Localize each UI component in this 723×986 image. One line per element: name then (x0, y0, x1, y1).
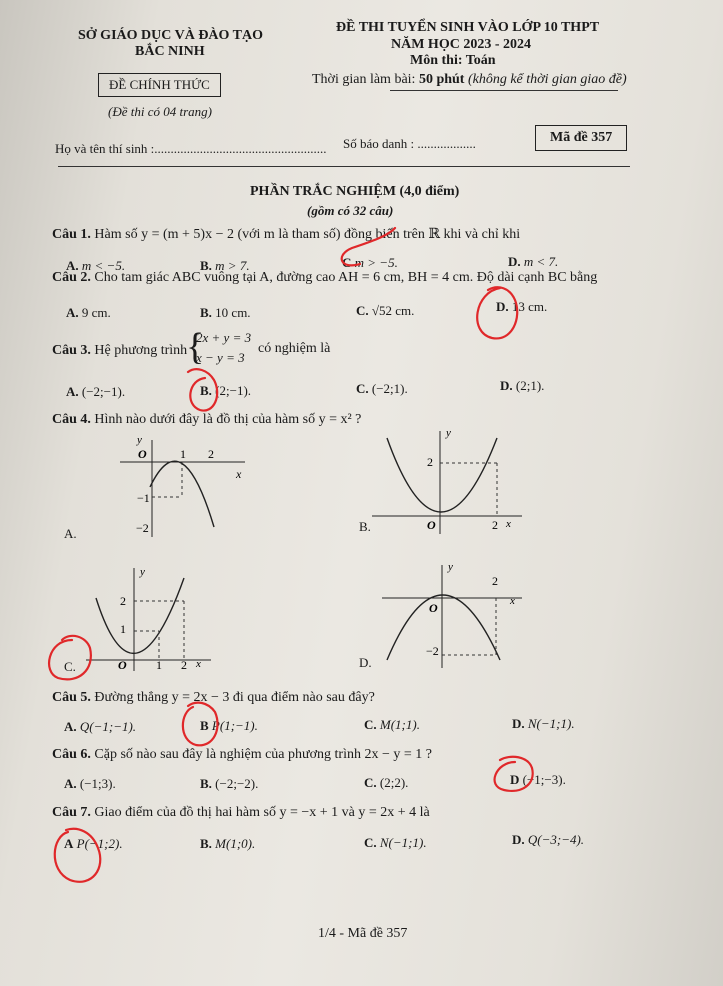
graph-d-t2: 2 (492, 574, 498, 588)
circle-q4-c (49, 636, 91, 680)
q5-d: D. N(−1;1). (512, 716, 575, 731)
graph-d-x: x (510, 595, 515, 607)
graph-c-t2: 2 (181, 658, 187, 672)
page-footer: 1/4 - Mã đề 357 (318, 926, 408, 941)
q5-text: Đường thẳng y = 2x − 3 đi qua điểm nào sau đây? (94, 690, 375, 705)
q5-a: A. Q(−1;−1). (64, 719, 137, 734)
name-field: Họ và tên thí sinh :..................................................... (55, 141, 327, 156)
q3-c: C. (−2;1). (356, 381, 408, 396)
q3-eq1: 2x + y = 3 (196, 330, 252, 345)
q5-label: Câu 5. (52, 690, 91, 705)
section-subtitle: (gồm có 32 câu) (307, 203, 394, 218)
graph-d-y: y (448, 561, 453, 573)
circle-q2-d (477, 287, 517, 338)
q3-b: B. (2;−1). (200, 383, 252, 398)
school-year: NĂM HỌC 2023 - 2024 (391, 37, 531, 52)
time-note: (không kể thời gian giao đề) (467, 72, 627, 87)
q3-d: D. (2;1). (500, 378, 545, 393)
q6-a: A. (−1;3). (64, 776, 116, 791)
graph-a-y: y (137, 434, 142, 446)
graph-d-o: O (429, 601, 438, 615)
q3-a: A. (−2;−1). (66, 384, 126, 399)
q4-label: Câu 4. (52, 412, 91, 427)
q1-b: B. m > 7. (200, 258, 250, 273)
circle-q7-a (55, 829, 101, 882)
q7-b: B. M(1;0). (200, 836, 256, 851)
q2-a: A. 9 cm. (66, 305, 111, 320)
q6-b: B. (−2;−2). (200, 776, 259, 791)
graph-a-t2: 2 (208, 447, 214, 461)
q3-label: Câu 3. (52, 343, 91, 358)
time-label: Thời gian làm bài: (312, 72, 416, 87)
q1-label: Câu 1. (52, 227, 91, 242)
graph-c-t1: 1 (156, 658, 162, 672)
q7-label: Câu 7. (52, 805, 91, 820)
graph-c-o: O (118, 658, 127, 672)
exam-title: ĐỀ THI TUYỂN SINH VÀO LỚP 10 THPT (336, 20, 600, 35)
q4-b: B. (359, 519, 371, 534)
q3-tail: có nghiệm là (258, 341, 331, 356)
dept-name: SỞ GIÁO DỤC VÀ ĐÀO TẠO (78, 28, 264, 43)
q6-text: Cặp số nào sau đây là nghiệm của phương trình 2x − y = 1 ? (94, 747, 432, 762)
pages-note: (Đề thi có 04 trang) (108, 104, 212, 119)
graph-b-y: y (446, 427, 451, 439)
q7-a: A P(−1;2). (64, 836, 123, 851)
circle-q6-d (495, 757, 533, 791)
q4-d: D. (359, 655, 372, 670)
id-field: Số báo danh : .................. (343, 136, 476, 151)
section-title: PHẦN TRẮC NGHIỆM (4,0 điểm) (250, 184, 460, 199)
graph-a-o: O (138, 447, 147, 461)
q2-text: Cho tam giác ABC vuông tại A, đường cao AH = 6 cm, BH = 4 cm. Độ dài cạnh BC bằng (94, 270, 598, 285)
q2-b: B. 10 cm. (200, 305, 251, 320)
q1-text: Hàm số y = (m + 5)x − 2 (với m là tham số) đồng biến trên ℝ khi và chỉ khi (94, 227, 521, 242)
q2-label: Câu 2. (52, 270, 91, 285)
circle-q5-b (183, 703, 218, 746)
q2-d: D. 13 cm. (496, 299, 548, 314)
q3-brace: { (186, 326, 205, 368)
graph-c-y2: 2 (120, 594, 126, 608)
graph-b-x: x (506, 518, 511, 530)
exam-code: Mã đề 357 (535, 125, 627, 151)
q6-d: D (−1;−3). (510, 772, 566, 787)
q6-label: Câu 6. (52, 747, 91, 762)
graph-d-n2: −2 (426, 644, 439, 658)
graph-c-y: y (140, 566, 145, 578)
q3-text: Hệ phương trình (94, 343, 188, 358)
q1-a: A. m < −5. (66, 258, 126, 273)
graph-a-x: x (236, 467, 242, 481)
q7-c: C. N(−1;1). (364, 835, 427, 850)
q4-text: Hình nào dưới đây là đồ thị của hàm số y = x² ? (94, 412, 362, 427)
q1-d: D. m < 7. (508, 254, 559, 269)
graph-b-t2: 2 (492, 518, 498, 532)
graph-b-o: O (427, 518, 436, 532)
graph-a-t1: 1 (180, 447, 186, 461)
q5-b: B P(1;−1). (200, 718, 258, 733)
q2-c: C. √52 cm. (356, 303, 415, 318)
graph-c-y1: 1 (120, 622, 126, 636)
graph-b-yt2: 2 (427, 455, 433, 469)
q7-text: Giao điểm của đồ thị hai hàm số y = −x + 1 và y = 2x + 4 là (94, 805, 430, 820)
q7-d: D. Q(−3;−4). (512, 832, 585, 847)
subject: Môn thi: Toán (410, 53, 496, 68)
q4-c: C. (64, 659, 76, 674)
circle-q1-c (342, 228, 395, 265)
time-value: 50 phút (418, 72, 465, 87)
q3-eq2: x − y = 3 (196, 350, 245, 365)
q5-c: C. M(1;1). (364, 717, 420, 732)
graph-a-n2: −2 (136, 521, 149, 535)
q1-c: C m > −5. (342, 255, 398, 270)
q6-c: C. (2;2). (364, 775, 409, 790)
graph-c-x: x (196, 658, 201, 670)
official-badge: ĐỀ CHÍNH THỨC (98, 73, 221, 97)
q4-a: A. (64, 526, 77, 541)
province-name: BẮC NINH (135, 44, 205, 59)
circle-q3-b (188, 369, 217, 410)
graph-a-n1: −1 (137, 491, 150, 505)
